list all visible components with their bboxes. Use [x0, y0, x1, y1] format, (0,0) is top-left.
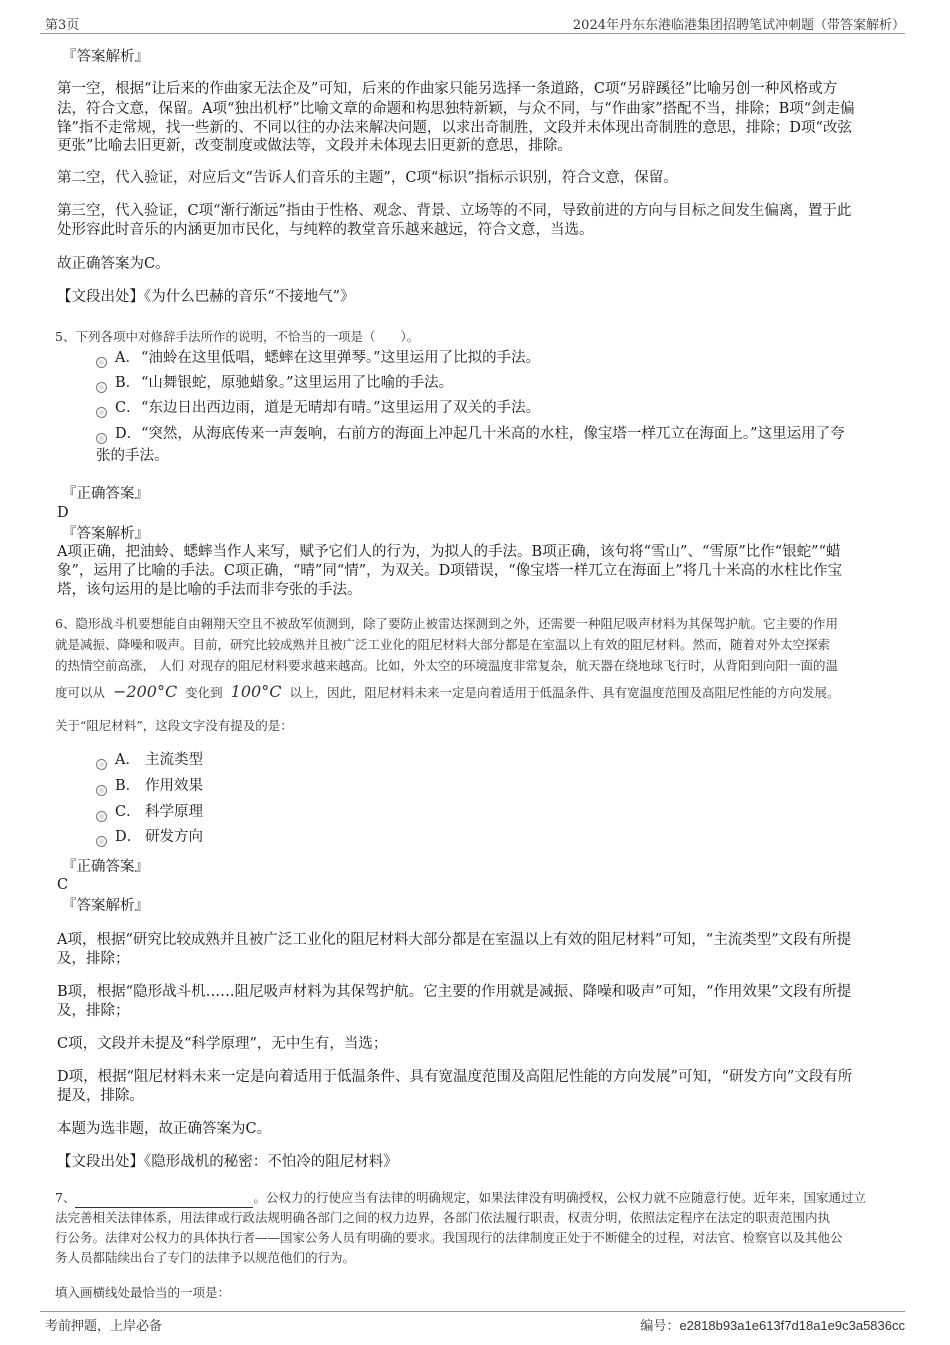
option-text: 研发方向	[145, 829, 203, 845]
q6-source: 【文段出处】《隐形战机的秘密：不怕冷的阻尼材料》	[57, 1154, 398, 1170]
q6-para-line3: 的热情空前高涨， 人们 对现存的阻尼材料要求越来越高。比如，外太空的环境温度非常复杂，航天器在绕地球飞行时，从背阳到向阳一面的温	[55, 658, 838, 673]
q4-analysis-para1-line2: 法，符合文意，保留。A项“独出机杼”比喻文章的命题和构思独特新颖，与众不同，与“作曲家”搭配不当，排除；B项“剑走偏	[57, 101, 855, 117]
q4-analysis-para1-line3: 锋”指不走常规，找一些新的、不同以往的办法来解决问题，以求出奇制胜，文段并未体现出奇制胜的意思，排除；D项“改弦	[57, 120, 852, 136]
radio-button[interactable]	[96, 836, 107, 847]
footer-code	[640, 1315, 905, 1334]
q6-para-line4	[55, 681, 839, 703]
q5-stem: 5、下列各项中对修辞手法所作的说明，不恰当的一项是（ ）。	[55, 329, 420, 344]
q7-para-line1	[55, 1187, 866, 1208]
option-letter: C．	[115, 400, 141, 416]
radio-button[interactable]	[96, 382, 107, 393]
q4-analysis-para1-line1: 第一空，根据“让后来的作曲家无法企及”可知，后来的作曲家只能另选择一条道路，C项“另辟蹊径”比喻另创一种风格或方	[57, 81, 838, 97]
option-text: “油蛉在这里低唱，蟋蟀在这里弹琴。”这里运用了比拟的手法。	[141, 350, 541, 366]
q6-analysis-a-line2: 及，排除；	[57, 951, 130, 967]
q6-para-line4-c: 以上，因此，阻尼材料未来一定是向着适用于低温条件、具有宽温度范围及高阻尼性能的方向发展。	[289, 685, 840, 700]
option-text: 作用效果	[145, 778, 203, 794]
option-text: “山舞银蛇，原驰蜡象。”这里运用了比喻的手法。	[141, 375, 454, 391]
option-letter: C．	[115, 804, 141, 820]
q4-analysis-para1-line4: 更张”比喻去旧更新，改变制度或做法等，文段并未体现去旧更新的意思，排除。	[57, 138, 572, 154]
q7-para-line2: 法完善相关法律体系，用法律或行政法规明确各部门之间的权力边界，各部门依法履行职责，权责分明，依照法定程序在法定的职责范围内执	[55, 1210, 831, 1225]
q4-source: 【文段出处】《为什么巴赫的音乐“不接地气”》	[57, 289, 355, 305]
option-letter: D．	[115, 426, 142, 442]
option-letter: D．	[115, 829, 142, 845]
option-text-continued: 张的手法。	[96, 448, 169, 464]
footer-slogan: 考前押题，上岸必备	[45, 1319, 163, 1334]
q5-answer: D	[57, 505, 69, 521]
q6-conclusion: 本题为选非题，故正确答案为C。	[57, 1121, 272, 1137]
radio-button[interactable]	[96, 811, 107, 822]
q6-answer-heading: 『正确答案』	[62, 859, 149, 875]
q5-analysis-heading: 『答案解析』	[62, 526, 149, 542]
option-text: “突然，从海底传来一声轰响，右前方的海面上冲起几十米高的水柱，像宝塔一样兀立在海面上。”这里运用了夸	[141, 426, 845, 442]
option-letter: B．	[115, 778, 141, 794]
q5-answer-heading: 『正确答案』	[62, 486, 149, 502]
page-number: 第3页	[45, 18, 80, 33]
q6-para-line1: 6、隐形战斗机要想能自由翱翔天空且不被敌军侦测到，除了要防止被雷达探测到之外，还需要一种阻尼吸声材料为其保驾护航。它主要的作用	[55, 616, 838, 631]
q6-analysis-d-line2: 提及，排除。	[57, 1088, 144, 1104]
q5-analysis-line2: 象”，运用了比喻的手法。C项正确，“晴”同“情”，为双关。D项错误，“像宝塔一样兀立在海面上”将几十米高的水柱比作宝	[57, 563, 843, 579]
q6-para-line2: 就是减振、降噪和吸声。目前，研究比较成熟并且被广泛工业化的阻尼材料大部分都是在室温以上有效的阻尼材料。然而，随着对外太空探索	[55, 637, 831, 652]
q6-analysis-b-line2: 及，排除；	[57, 1003, 130, 1019]
option-letter: A．	[115, 752, 140, 768]
option-letter: B．	[115, 375, 141, 391]
fill-in-blank	[75, 1193, 253, 1208]
q7-number: 7、	[55, 1190, 76, 1205]
footer-code-value: e2818b93a1e613f7d18a1e9c3a5836cc	[679, 1318, 905, 1333]
q6-question: 关于“阻尼材料”，这段文字没有提及的是：	[55, 718, 293, 733]
q7-question: 填入画横线处最恰当的一项是：	[55, 1285, 231, 1300]
document-title: 2024年丹东东港临港集团招聘笔试冲刺题（带答案解析）	[572, 18, 905, 33]
footer-divider	[40, 1311, 905, 1312]
radio-button[interactable]	[96, 357, 107, 368]
q7-para-line3: 行公务。法律对公权力的具体执行者——国家公务人员有明确的要求。我国现行的法律制度正处于不断健全的过程，对法官、检察官以及其他公	[55, 1230, 843, 1245]
radio-button[interactable]	[96, 759, 107, 770]
q6-analysis-a-line1: A项，根据“研究比较成熟并且被广泛工业化的阻尼材料大部分都是在室温以上有效的阻尼材料”可知，“主流类型”文段有所提	[57, 932, 852, 948]
header-divider	[40, 33, 905, 34]
radio-button[interactable]	[96, 433, 107, 444]
q6-answer: C	[57, 877, 69, 893]
q6-analysis-heading: 『答案解析』	[62, 898, 149, 914]
q6-para-line4-a: 度可以从	[55, 685, 106, 700]
q4-analysis-para3-line1: 第三空，代入验证，C项“渐行渐远”指由于性格、观念、背景、立场等的不同，导致前进的方向与目标之间发生偏离，置于此	[57, 203, 852, 219]
option-text: “东边日出西边雨，道是无晴却有晴。”这里运用了双关的手法。	[141, 400, 541, 416]
q7-para-line1-text: 。公权力的行使应当有法律的明确规定，如果法律没有明确授权，公权力就不应随意行使。近年来，国家通过立	[253, 1190, 866, 1205]
radio-button[interactable]	[96, 785, 107, 796]
q4-analysis-heading: 『答案解析』	[62, 49, 149, 65]
q6-analysis-b-line1: B项，根据“隐形战斗机……阻尼吸声材料为其保驾护航。它主要的作用就是减振、降噪和吸声”可知，“作用效果”文段有所提	[57, 984, 852, 1000]
q6-analysis-c: C项，文段并未提及“科学原理”，无中生有，当选；	[57, 1036, 388, 1052]
temperature-high: 100°C	[230, 682, 282, 701]
q7-para-line4: 务人员都陆续出台了专门的法律予以规范他们的行为。	[55, 1250, 356, 1265]
radio-button[interactable]	[96, 407, 107, 418]
option-text: 主流类型	[145, 752, 203, 768]
q4-analysis-para2: 第二空，代入验证，对应后文“告诉人们音乐的主题”，C项“标识”指标示识别，符合文意，保留。	[57, 170, 678, 186]
q6-para-line4-b: 变化到	[185, 685, 223, 700]
footer-code-label: 编号：	[640, 1319, 680, 1334]
option-letter: A．	[115, 350, 140, 366]
option-text: 科学原理	[145, 804, 203, 820]
q5-analysis-line1: A项正确，把油蛉、蟋蟀当作人来写，赋予它们人的行为，为拟人的手法。B项正确，该句将“雪山”、“雪原”比作“银蛇”“蜡	[57, 544, 841, 560]
q6-analysis-d-line1: D项，根据“阻尼材料未来一定是向着适用于低温条件、具有宽温度范围及高阻尼性能的方向发展”可知，“研发方向”文段有所	[57, 1069, 853, 1085]
q5-analysis-line3: 塔，该句运用的是比喻的手法而非夸张的手法。	[57, 582, 362, 598]
q4-conclusion: 故正确答案为C。	[57, 256, 170, 272]
temperature-low: −200°C	[113, 682, 178, 701]
q4-analysis-para3-line2: 处形容此时音乐的内涵更加市民化，与纯粹的教堂音乐越来越远，符合文意，当选。	[57, 222, 594, 238]
